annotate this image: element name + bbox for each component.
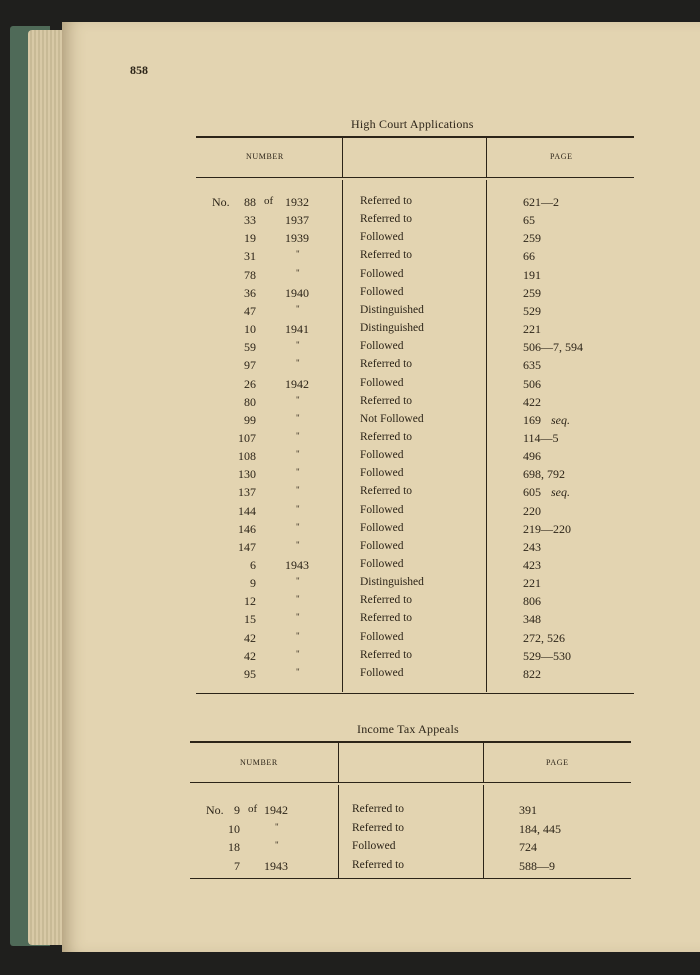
case-year: " xyxy=(296,594,300,605)
case-treatment: Not Followed xyxy=(360,412,424,425)
case-treatment: Followed xyxy=(360,503,404,516)
page-reference-seq: seq. xyxy=(551,412,570,427)
case-treatment: Referred to xyxy=(360,394,413,407)
case-year: " xyxy=(296,394,300,405)
case-number: 97 xyxy=(244,358,256,373)
page-reference: 66 xyxy=(523,249,535,264)
case-number: 19 xyxy=(244,231,256,246)
case-treatment: Referred to xyxy=(360,213,413,226)
case-number: 9 xyxy=(250,576,256,591)
case-treatment: Distinguished xyxy=(360,322,424,335)
page-reference: 259 xyxy=(523,231,541,246)
case-year: " xyxy=(296,412,300,423)
case-number: 80 xyxy=(244,394,256,409)
case-year: " xyxy=(296,467,300,478)
case-number: 6 xyxy=(250,558,256,572)
case-number: 7 xyxy=(234,858,240,873)
case-treatment: Referred to xyxy=(352,858,405,871)
page-reference: 348 xyxy=(523,612,541,627)
case-treatment: Referred to xyxy=(360,249,413,262)
case-number: 42 xyxy=(244,648,256,663)
page-reference: 806 xyxy=(523,594,541,609)
case-number: 95 xyxy=(244,666,256,681)
case-year: " xyxy=(296,358,300,369)
page-reference: 243 xyxy=(523,539,541,554)
case-number: 33 xyxy=(244,213,256,228)
case-year: 1942 xyxy=(264,803,288,817)
case-number: 18 xyxy=(228,840,240,855)
page-number: 858 xyxy=(130,63,148,77)
page-reference: 422 xyxy=(523,394,541,409)
page-reference: 635 xyxy=(523,358,541,373)
page-reference: 605 xyxy=(523,485,541,500)
page-reference: 506 xyxy=(523,376,541,391)
case-number: 10 xyxy=(244,322,256,337)
page-reference: 391 xyxy=(519,803,537,817)
case-year: 1943 xyxy=(264,858,288,873)
case-year: 1939 xyxy=(285,231,309,246)
case-number: 146 xyxy=(238,521,256,536)
case-year: " xyxy=(296,666,300,677)
page-reference: 184, 445 xyxy=(519,821,561,836)
page-reference: 822 xyxy=(523,666,541,681)
case-treatment: Referred to xyxy=(352,803,405,815)
page-reference: 529—530 xyxy=(523,648,571,663)
page-reference: 221 xyxy=(523,576,541,591)
case-year: " xyxy=(296,539,300,550)
page-reference-seq: seq. xyxy=(551,485,570,500)
case-number: 9 xyxy=(234,803,240,817)
case-number: 12 xyxy=(244,594,256,609)
page-reference: 221 xyxy=(523,322,541,337)
case-treatment: Distinguished xyxy=(360,576,424,589)
case-treatment: Followed xyxy=(360,630,404,643)
page-reference: 65 xyxy=(523,213,535,228)
case-number: 31 xyxy=(244,249,256,264)
case-treatment: Followed xyxy=(360,467,404,480)
case-year: " xyxy=(296,303,300,314)
case-year: 1941 xyxy=(285,322,309,337)
case-treatment: Followed xyxy=(360,666,404,679)
case-number: 42 xyxy=(244,630,256,645)
case-year: 1932 xyxy=(285,195,309,209)
case-treatment: Followed xyxy=(360,539,404,552)
table-title-income-tax: Income Tax Appeals xyxy=(357,722,459,736)
case-year: " xyxy=(296,340,300,351)
case-year: " xyxy=(296,430,300,441)
case-year: " xyxy=(296,630,300,641)
page-reference: 621—2 xyxy=(523,195,559,209)
case-number: 147 xyxy=(238,539,256,554)
case-number: 78 xyxy=(244,267,256,282)
case-number: 99 xyxy=(244,412,256,427)
case-number: 144 xyxy=(238,503,256,518)
page-reference: 191 xyxy=(523,267,541,282)
page-reference: 423 xyxy=(523,558,541,572)
case-treatment: Followed xyxy=(360,449,404,462)
case-number: 26 xyxy=(244,376,256,391)
income-tax-appeals-table xyxy=(190,741,631,881)
case-treatment: Followed xyxy=(360,267,404,280)
case-number: 47 xyxy=(244,303,256,318)
page-reference: 219—220 xyxy=(523,521,571,536)
case-treatment: Referred to xyxy=(360,594,413,607)
case-year: " xyxy=(296,503,300,514)
case-treatment: Followed xyxy=(360,285,404,298)
page-reference: 496 xyxy=(523,449,541,464)
table-title-high-court: High Court Applications xyxy=(351,117,474,131)
page-reference: 259 xyxy=(523,285,541,300)
column-header-number: NUMBER xyxy=(246,152,284,161)
high-court-applications-table xyxy=(196,136,634,696)
case-treatment: Followed xyxy=(360,558,404,570)
page-reference: 724 xyxy=(519,840,537,855)
case-year: 1943 xyxy=(285,558,309,572)
case-treatment: Referred to xyxy=(352,821,405,834)
case-treatment: Followed xyxy=(352,840,396,853)
case-year: " xyxy=(296,485,300,496)
case-year: " xyxy=(296,648,300,659)
case-treatment: Referred to xyxy=(360,195,413,207)
case-treatment: Referred to xyxy=(360,648,413,661)
page-reference: 220 xyxy=(523,503,541,518)
case-year: 1940 xyxy=(285,285,309,300)
case-treatment: Followed xyxy=(360,376,404,389)
case-year: " xyxy=(296,249,300,260)
column-header-number: NUMBER xyxy=(240,758,278,767)
row-prefix: No. xyxy=(206,803,224,817)
case-treatment: Referred to xyxy=(360,430,413,443)
case-treatment: Distinguished xyxy=(360,303,424,316)
row-of: of xyxy=(264,195,274,207)
case-treatment: Referred to xyxy=(360,485,413,498)
page-reference: 588—9 xyxy=(519,858,555,873)
case-year: " xyxy=(275,821,279,832)
case-number: 137 xyxy=(238,485,256,500)
case-number: 59 xyxy=(244,340,256,355)
case-number: 130 xyxy=(238,467,256,482)
row-prefix: No. xyxy=(212,195,230,209)
case-year: " xyxy=(296,267,300,278)
case-number: 108 xyxy=(238,449,256,464)
page-reference: 698, 792 xyxy=(523,467,565,482)
case-year: " xyxy=(296,612,300,623)
case-number: 10 xyxy=(228,821,240,836)
case-number: 36 xyxy=(244,285,256,300)
case-treatment: Followed xyxy=(360,231,404,244)
column-header-page: PAGE xyxy=(546,758,569,767)
case-number: 15 xyxy=(244,612,256,627)
case-treatment: Followed xyxy=(360,340,404,353)
row-of: of xyxy=(248,803,258,815)
case-year: " xyxy=(296,576,300,587)
page-reference: 529 xyxy=(523,303,541,318)
page-reference: 272, 526 xyxy=(523,630,565,645)
case-number: 88 xyxy=(244,195,256,209)
case-year: " xyxy=(275,840,279,851)
case-number: 107 xyxy=(238,430,256,445)
case-treatment: Referred to xyxy=(360,358,413,371)
case-year: 1942 xyxy=(285,376,309,391)
page-reference: 169 xyxy=(523,412,541,427)
case-year: " xyxy=(296,449,300,460)
case-year: " xyxy=(296,521,300,532)
page-reference: 506—7, 594 xyxy=(523,340,583,355)
column-header-page: PAGE xyxy=(550,152,573,161)
case-treatment: Followed xyxy=(360,521,404,534)
case-treatment: Referred to xyxy=(360,612,413,625)
case-year: 1937 xyxy=(285,213,309,228)
page-reference: 114—5 xyxy=(523,430,559,445)
